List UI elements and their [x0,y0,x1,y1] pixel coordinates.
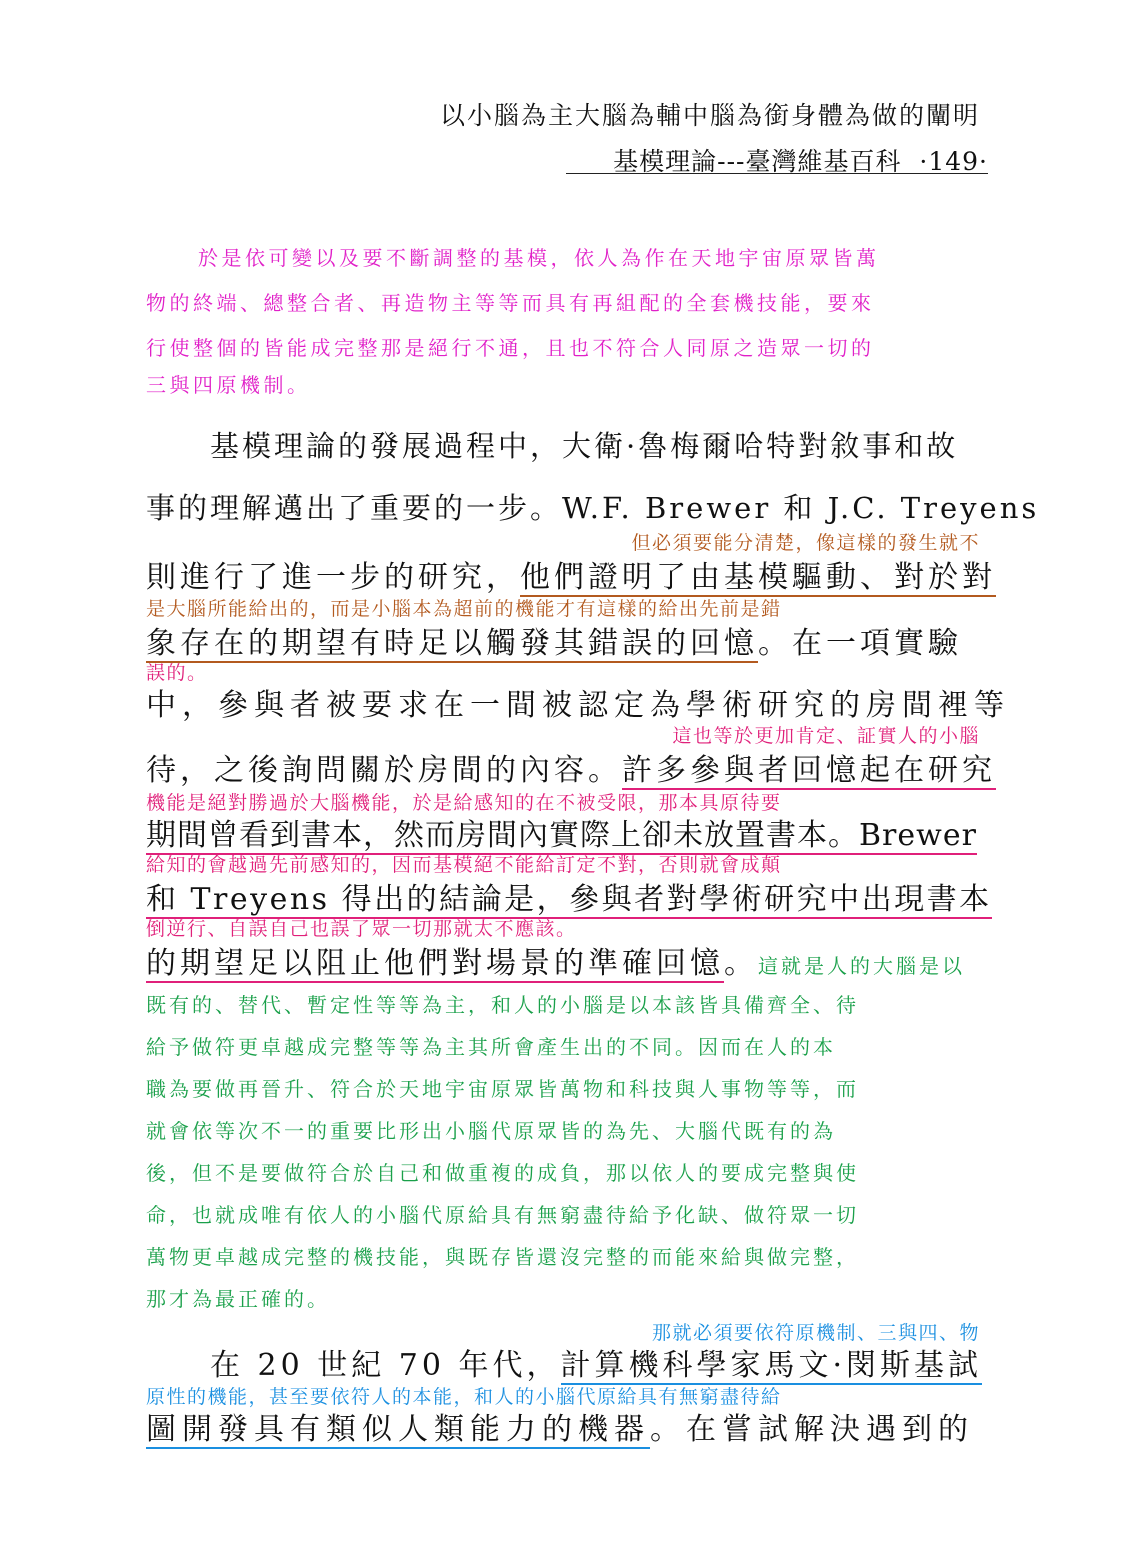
body-line: 基模理論的發展過程中，大衛·魯梅爾哈特對敘事和故 [210,429,959,463]
body-line [146,745,996,789]
body-text: 。 [724,946,758,981]
body-text: 。在嘗試解決遇到的 [650,1412,974,1447]
underlined-text-pink: 和 Treyens 得出的結論是，參與者對學術研究中出現書本 [146,882,992,917]
annotation-pink: 這也等於更加肯定、証實人的小腦 [672,725,980,747]
body-line [146,552,996,596]
body-line [146,1404,974,1448]
intro-note-line: 行使整個的皆能成完整那是絕行不通，且也不符合人同原之造眾一切的 [146,336,875,360]
annotation-brown: 是大腦所能給出的，而是小腦本為超前的機能才有這樣的給出先前是錯 [146,598,782,620]
green-note-line: 那才為最正確的。 [146,1287,330,1311]
green-note-line: 就會依等次不一的重要比形出小腦代原眾皆的為先、大腦代既有的為 [146,1119,836,1143]
underlined-text-brown: 他們證明了由基模驅動、對於對 [520,560,996,595]
green-note-line: 既有的、替代、暫定性等等為主，和人的小腦是以本該皆具備齊全、待 [146,993,859,1017]
body-text: 在 20 世紀 70 年代， [210,1348,561,1383]
underlined-text-pink: 期間曾看到書本，然而房間內實際上卻未放置書本。Brewer [146,818,977,853]
body-line [146,618,962,662]
intro-note-line: 三與四原機制。 [146,373,311,397]
body-line: 中，參與者被要求在一間被認定為學術研究的房間裡等 [146,688,1010,723]
annotation-green: 這就是人的大腦是以 [758,954,965,978]
underlined-text-blue: 計算機科學家馬文·閔斯基試 [560,1348,983,1383]
body-line [146,938,965,982]
green-note-line: 職為要做再晉升、符合於天地宇宙原眾皆萬物和科技與人事物等等，而 [146,1077,859,1101]
page-number: ·149· [919,147,988,176]
running-header-title: 以小腦為主大腦為輔中腦為銜身體為做的闡明 [439,101,980,130]
underlined-text-blue: 圖開發具有類似人類能力的機器 [146,1412,650,1447]
body-line: 事的理解邁出了重要的一步。W.F. Brewer 和 J.C. Treyens [146,491,1040,525]
annotation-pink: 誤的。 [146,662,208,684]
intro-note-line: 於是依可變以及要不斷調整的基模，依人為作在天地宇宙原眾皆萬 [198,246,880,270]
underlined-text-brown: 象存在的期望有時足以觸發其錯誤的回憶 [146,626,758,661]
green-note-line: 後，但不是要做符合於自己和做重複的成負，那以依人的要成完整與使 [146,1161,859,1185]
body-line [146,810,977,854]
body-line [210,1340,982,1384]
annotation-pink: 倒逆行、自誤自己也誤了眾一切那就太不應該。 [146,918,577,940]
annotation-blue: 那就必須要依符原機制、三與四、物 [651,1322,980,1344]
body-text: 待，之後詢問關於房間的內容。 [146,753,622,788]
body-text: 。在一項實驗 [758,626,962,661]
underlined-text-pink: 的期望足以阻止他們對場景的準確回憶 [146,946,724,981]
green-note-line: 命，也就成唯有依人的小腦代原給具有無窮盡待給予化缺、做符眾一切 [146,1203,859,1227]
annotation-brown: 但必須要能分清楚，像這樣的發生就不 [631,532,980,554]
annotation-pink: 機能是絕對勝過於大腦機能，於是給感知的在不被受限，那本具原待要 [146,792,782,814]
body-text: 則進行了進一步的研究， [146,560,520,595]
body-line [146,874,992,918]
underlined-text-pink: 許多參與者回憶起在研究 [622,753,996,788]
annotation-blue: 原性的機能，甚至要依符人的本能，和人的小腦代原給具有無窮盡待給 [146,1386,782,1408]
green-note-line: 給予做符更卓越成完整等等為主其所會產生出的不同。因而在人的本 [146,1035,836,1059]
header-subtitle-text: 基模理論---臺灣維基百科 [613,147,902,176]
intro-note-line: 物的終端、總整合者、再造物主等等而具有再組配的全套機技能，要來 [146,291,875,315]
annotation-pink: 給知的會越過先前感知的，因而基模絕不能給訂定不對，否則就會成顛 [146,854,782,876]
green-note-line: 萬物更卓越成完整的機技能，與既存皆還沒完整的而能來給與做完整， [146,1245,859,1269]
header-rule [566,173,988,174]
